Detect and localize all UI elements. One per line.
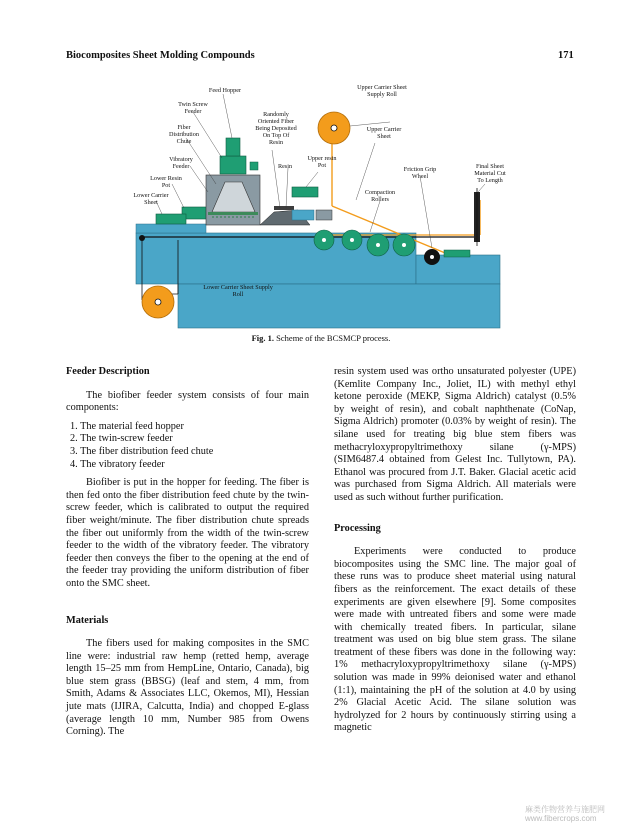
- label-final-3: To Length: [477, 177, 503, 184]
- label-fiber-chute: Fiber: [177, 124, 191, 131]
- list-item: 2. The twin-screw feeder: [70, 433, 173, 445]
- label-lower-resin-2: Pot: [161, 182, 171, 189]
- label-lower-roll-2: Roll: [232, 291, 244, 298]
- label-lower-sheet-2: Sheet: [144, 199, 158, 206]
- label-upper-sheet-2: Sheet: [377, 133, 391, 140]
- label-feed-hopper: Feed Hopper: [208, 87, 242, 94]
- feed-hopper: [226, 138, 240, 156]
- label-vibratory-2: Feeder: [172, 163, 190, 170]
- list-item: 4. The vibratory feeder: [70, 458, 165, 470]
- watermark-line-2: www.fibercrops.com: [525, 814, 597, 823]
- label-resin: Resin: [277, 163, 293, 170]
- processing-paragraph: Experiments were conducted to produce biocomposites using the SMC line. The major goal of these runs was to produce sheet material using natural fibers as the reinforcement. The exact details of these experiments are given elsewhere [9]. Some composites were made with untreated fibers and some were made with chemically treated fibers. In particular, silane treatment was used on big blue stem grass. The silane treatment of these fibers was done in the following way: 1% methacryloxypropyltrimethoxy silane (γ-MPS) solution was made in 99% deionised water and ethanol (1:1), maintaining the pH of the solution at 4.0 by using 2% Glacial Acetic Acid. The silane solution was hydrolyzed for 2 hours by continuously stirring using a magnetic: [334, 546, 576, 734]
- materials-paragraph: The fibers used for making composites in the SMC line were: industrial raw hemp (retted hemp, average length 15–25 mm from HempLine, Ontario, Canada), big blue stem grass (BBSG) (leaf and stem, 4 mm, from Smith, Adams & Associates LLC, Okemos, MI), Hessian jute mats (IJIRA, Calcutta, India) and chopped E-glass (average length 10 mm, Number 985 from Owens Corning). The: [66, 638, 309, 738]
- figure-caption: [0, 333, 642, 343]
- figure-caption-label: Fig. 1.: [251, 333, 275, 343]
- label-compaction: Compaction: [364, 189, 396, 196]
- label-friction-2: Wheel: [411, 173, 429, 180]
- label-fiber-chute-3: Chute: [176, 138, 192, 145]
- processing-heading: Processing: [334, 522, 381, 534]
- right-column: [334, 366, 576, 735]
- label-upper-roll-2: Supply Roll: [367, 91, 397, 98]
- label-twin-screw: Twin Screw: [178, 101, 208, 108]
- lower-sheet-table: [136, 224, 206, 233]
- materials-heading: Materials: [66, 614, 109, 626]
- label-vibratory: Vibratory: [169, 156, 193, 163]
- label-fiber-chute-2: Distribution: [169, 131, 199, 138]
- label-randomly: Randomly: [263, 111, 289, 118]
- feeder-intro: The biofiber feeder system consists of four main components:: [66, 389, 309, 414]
- label-compaction-2: Rollers: [371, 196, 389, 203]
- label-upper-roll: Upper Carrier Sheet: [357, 84, 407, 91]
- resin-paragraph: resin system used was ortho unsaturated polyester (UPE) (Kemlite Company Inc., Joliet, IL) with methyl ethyl ketone peroxide (MEKP, Sigma Aldrich) catalyst (0.5% by weight of resin), and cobalt naphthenate (CoNap, Sigma Aldrich) promoter (0.03% by weight of resin). The silane used for treating big blue stem fibers was methacryloxypropyltrimethoxy silane (γ-MPS) (SIM6487.4 obtained from Gelest Inc. Tullytown, PA). Ethanol was procured from J.T. Baker. Glacial acetic acid was purchased from Sigma Aldrich. All materials were used as such without further purification.: [334, 366, 576, 503]
- label-randomly-4: On Top Of: [262, 132, 290, 139]
- label-randomly-3: Being Deposited: [255, 125, 297, 132]
- label-randomly-5: Resin: [268, 139, 284, 146]
- label-lower-sheet: Lower Carrier: [133, 192, 169, 199]
- lower-carrier-sheet-block: [156, 214, 186, 224]
- list-item: 3. The fiber distribution feed chute: [70, 445, 214, 457]
- running-header-title: Biocomposites Sheet Molding Compounds: [66, 50, 255, 61]
- label-final-2: Material Cut: [474, 170, 506, 177]
- components-list: [66, 421, 309, 471]
- label-final: Final Sheet: [475, 163, 505, 170]
- label-upper-resin-2: Pot: [317, 162, 327, 169]
- label-lower-resin: Lower Resin: [150, 175, 182, 182]
- feeder-heading: Feeder Description: [66, 366, 150, 377]
- watermark-line-1: 麻类作物营养与施肥网: [525, 805, 605, 814]
- label-friction: Friction Grip: [403, 166, 437, 173]
- twin-screw-feeder: [220, 156, 246, 174]
- label-twin-screw-2: Feeder: [184, 108, 202, 115]
- watermark: [525, 805, 605, 823]
- list-item: 1. The material feed hopper: [70, 420, 184, 432]
- figure-caption-text: Scheme of the BCSMCP process.: [276, 333, 391, 343]
- label-lower-roll: Lower Carrier Sheet Supply: [203, 284, 273, 291]
- feeder-paragraph: Biofiber is put in the hopper for feeding. The fiber is then fed onto the fiber distribution feed chute by the twin-screw feeder, which is calibrated to output the required fiber weight/minute. The fiber distribution chute spreads the fiber out uniformly from the width of the twin-screw feeder to the width of the vibratory feeder. The vibratory feeder then conveys the fiber to the opening at the end of the feeder tray providing the uniform distribution of fiber onto the SMC sheet.: [66, 477, 309, 589]
- process-scheme-figure: [120, 80, 520, 340]
- left-column: [66, 366, 309, 739]
- page-number: 171: [558, 50, 574, 61]
- label-upper-sheet: Upper Carrier: [366, 126, 402, 133]
- label-randomly-2: Oriented Fiber: [257, 118, 295, 125]
- upper-resin-pot: [292, 187, 318, 197]
- label-upper-resin: Upper resin: [307, 155, 337, 162]
